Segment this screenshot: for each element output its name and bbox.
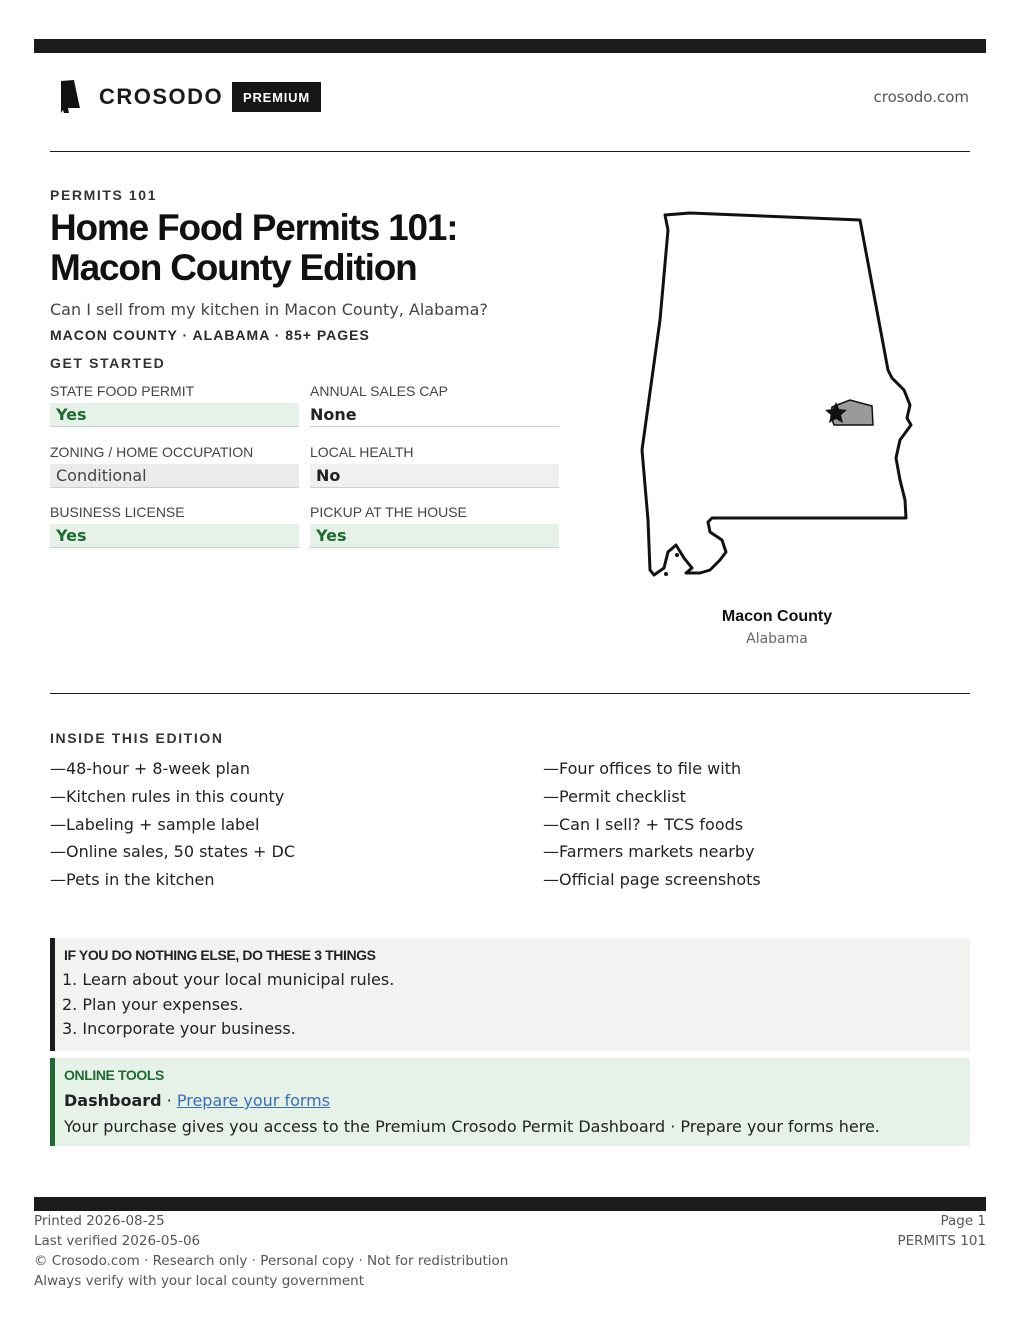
callout-list bbox=[62, 968, 394, 1042]
callout-heading: IF YOU DO NOTHING ELSE, DO THESE 3 THINGS bbox=[64, 947, 376, 963]
fact-label: STATE FOOD PERMIT bbox=[50, 383, 195, 399]
toc-item: —Four offices to file with bbox=[543, 759, 742, 778]
tools-description: Your purchase gives you access to the Premium Crosodo Permit Dashboard · Prepare your forms here. bbox=[64, 1117, 880, 1136]
toc-item: —Can I sell? + TCS foods bbox=[543, 814, 744, 834]
fact-label: ZONING / HOME OCCUPATION bbox=[50, 444, 254, 460]
copyright: © Crosodo.com · Research only · Personal copy · Not for redistribution bbox=[34, 1253, 509, 1269]
footer-right bbox=[897, 1211, 986, 1251]
verify-note: Always verify with your local county government bbox=[34, 1273, 364, 1289]
fact-pickup bbox=[310, 503, 559, 548]
alabama-state-icon bbox=[58, 80, 82, 114]
fact-value: Conditional bbox=[50, 464, 299, 488]
prepare-forms-link[interactable]: Prepare your forms bbox=[176, 1091, 331, 1110]
page-subtitle: Can I sell from my kitchen in Macon County, Alabama? bbox=[50, 300, 488, 319]
tools-line bbox=[64, 1091, 330, 1110]
fact-annual-sales-cap bbox=[310, 382, 559, 427]
map-county-label: Macon County bbox=[721, 608, 833, 625]
footer-section: PERMITS 101 bbox=[897, 1233, 986, 1249]
callout-item: 3. Incorporate your business. bbox=[62, 1019, 296, 1038]
fact-label: ANNUAL SALES CAP bbox=[310, 383, 448, 399]
fact-business-license bbox=[50, 503, 299, 548]
fact-value: Yes bbox=[50, 524, 299, 548]
inside-heading: INSIDE THIS EDITION bbox=[50, 730, 224, 746]
brand-name: CROSODO bbox=[99, 84, 224, 109]
fact-zoning bbox=[50, 443, 299, 488]
edition-meta: MACON COUNTY · ALABAMA · 85+ PAGES bbox=[50, 327, 370, 343]
fact-local-health bbox=[310, 443, 559, 488]
toc-item: —Permit checklist bbox=[543, 786, 686, 806]
page-title: Home Food Permits 101: Macon County Edition bbox=[50, 207, 458, 288]
fact-value: Yes bbox=[50, 403, 299, 427]
three-things-callout bbox=[50, 938, 970, 1051]
site-url[interactable]: crosodo.com bbox=[873, 88, 969, 106]
fact-value: No bbox=[310, 464, 559, 488]
printed-date: Printed 2026-08-25 bbox=[34, 1213, 165, 1229]
toc-item: —Kitchen rules in this county bbox=[50, 786, 285, 806]
toc-item: —Pets in the kitchen bbox=[50, 870, 215, 890]
alabama-outline bbox=[642, 213, 911, 575]
verified-date: Last verified 2026-05-06 bbox=[34, 1233, 201, 1249]
toc-item: —48-hour + 8-week plan bbox=[50, 759, 250, 778]
bottom-rule-bar bbox=[34, 1197, 986, 1211]
page-number: Page 1 bbox=[940, 1213, 986, 1229]
tools-separator: · bbox=[161, 1091, 177, 1110]
toc-item: —Online sales, 50 states + DC bbox=[50, 842, 296, 862]
online-tools-callout bbox=[50, 1058, 970, 1146]
toc-item: —Official page screenshots bbox=[543, 870, 761, 890]
fact-label: PICKUP AT THE HOUSE bbox=[310, 504, 467, 520]
dashboard-label: Dashboard bbox=[64, 1091, 162, 1110]
map-state-label: Alabama bbox=[746, 631, 808, 647]
callout-accent-bar bbox=[50, 1058, 55, 1146]
toc-left bbox=[50, 755, 295, 894]
callout-item: 2. Plan your expenses. bbox=[62, 994, 244, 1014]
get-started-heading: GET STARTED bbox=[50, 355, 166, 371]
footer-left bbox=[34, 1211, 508, 1291]
fact-value: None bbox=[310, 403, 559, 427]
online-tools-heading: ONLINE TOOLS bbox=[64, 1067, 164, 1083]
callout-item: 1. Learn about your local municipal rules. bbox=[62, 970, 395, 989]
state-map bbox=[620, 200, 940, 590]
toc-item: —Labeling + sample label bbox=[50, 814, 260, 834]
fact-label: BUSINESS LICENSE bbox=[50, 504, 185, 520]
toc-item: —Farmers markets nearby bbox=[543, 842, 755, 862]
top-rule-bar bbox=[34, 39, 986, 53]
callout-accent-bar bbox=[50, 938, 55, 1051]
premium-badge: PREMIUM bbox=[232, 82, 321, 112]
toc-right bbox=[543, 755, 761, 894]
section-divider bbox=[50, 693, 970, 694]
fact-label: LOCAL HEALTH bbox=[310, 444, 414, 460]
fact-value: Yes bbox=[310, 524, 559, 548]
section-kicker: PERMITS 101 bbox=[50, 187, 158, 203]
fact-state-food-permit bbox=[50, 382, 299, 427]
header-divider bbox=[50, 151, 970, 152]
